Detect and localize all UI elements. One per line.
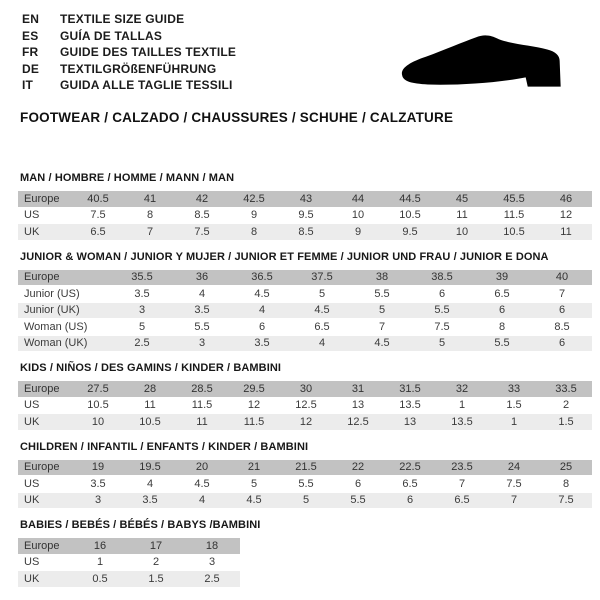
size-value: 31 [332,381,384,397]
size-value: 19 [72,460,124,476]
size-value: 7 [124,224,176,241]
size-value: 4.5 [232,286,292,303]
size-value: 1.5 [488,397,540,414]
size-value: 4.5 [228,492,280,509]
size-value: 5.5 [172,319,232,336]
size-value: 33 [488,381,540,397]
row-label: UK [18,571,72,588]
size-value: 5 [352,302,412,319]
size-value: 31.5 [384,381,436,397]
size-value: 7.5 [540,492,592,509]
size-value: 22.5 [384,460,436,476]
size-value: 9 [228,207,280,224]
size-value: 1.5 [128,571,184,588]
size-value: 36 [172,270,232,286]
table-row [18,286,592,303]
row-label: Woman (UK) [18,335,112,352]
table-row [18,460,592,476]
size-value: 8 [228,224,280,241]
size-value: 1 [436,397,488,414]
size-value: 6.5 [292,319,352,336]
row-label: Europe [18,460,72,476]
size-value: 41 [124,191,176,207]
size-value: 6 [472,302,532,319]
row-label: Europe [18,538,72,554]
table-title: CHILDREN / INFANTIL / ENFANTS / KINDER / BAMBINI [20,440,309,453]
row-label: Europe [18,381,72,397]
size-value: 33.5 [540,381,592,397]
table-row [18,191,592,207]
language-line-fr [22,44,236,61]
table-title: MAN / HOMBRE / HOMME / MANN / MAN [20,172,235,184]
size-value: 2.5 [112,335,172,352]
size-value: 6.5 [72,224,124,241]
size-value: 13 [384,414,436,431]
table-row [18,492,592,509]
size-value: 2 [540,397,592,414]
size-value: 12.5 [332,414,384,431]
row-label: US [18,476,72,493]
size-value: 3 [112,302,172,319]
size-value: 7.5 [176,224,228,241]
row-label: Europe [18,191,72,207]
size-value: 12 [280,414,332,431]
size-value: 3.5 [172,302,232,319]
size-value: 7 [352,319,412,336]
row-label: Europe [18,270,112,286]
size-value: 11.5 [176,397,228,414]
size-value: 10.5 [488,224,540,241]
size-table [18,270,592,353]
size-value: 5 [228,476,280,493]
table-row [18,319,592,336]
size-value: 12 [228,397,280,414]
size-value: 3.5 [72,476,124,493]
language-line-de [22,61,236,78]
language-label: TEXTILGRÖßENFÜHRUNG [60,61,217,76]
size-value: 40 [532,270,592,286]
size-value: 4 [176,492,228,509]
size-value: 8.5 [280,224,332,241]
size-value: 5.5 [352,286,412,303]
size-value: 5 [280,492,332,509]
size-value: 6 [412,286,472,303]
size-value: 7 [436,476,488,493]
size-value: 13.5 [436,414,488,431]
language-code: IT [22,78,34,93]
size-table-section [18,251,592,353]
table-row [18,335,592,352]
language-code: DE [22,61,40,76]
size-value: 11.5 [228,414,280,431]
size-value: 10.5 [72,397,124,414]
size-value: 2.5 [184,571,240,588]
size-value: 5.5 [280,476,332,493]
size-value: 22 [332,460,384,476]
size-value: 10.5 [124,414,176,431]
size-value: 5.5 [472,335,532,352]
size-table-section [18,172,592,241]
language-label: GUIDE DES TAILLES TEXTILE [60,45,237,60]
size-value: 8 [472,319,532,336]
size-value: 8 [540,476,592,493]
size-value: 18 [184,538,240,554]
size-value: 39 [472,270,532,286]
size-value: 36.5 [232,270,292,286]
size-value: 5 [412,335,472,352]
size-tables [18,172,592,598]
size-value: 4.5 [292,302,352,319]
size-value: 3 [172,335,232,352]
table-row [18,270,592,286]
size-value: 21.5 [280,460,332,476]
size-value: 10 [72,414,124,431]
size-value: 45 [436,191,488,207]
size-value: 6.5 [384,476,436,493]
size-value: 8 [124,207,176,224]
size-value: 3.5 [112,286,172,303]
language-label: TEXTILE SIZE GUIDE [60,12,185,27]
size-value: 32 [436,381,488,397]
size-value: 13 [332,397,384,414]
size-value: 6 [232,319,292,336]
size-value: 6.5 [436,492,488,509]
size-value: 42.5 [228,191,280,207]
size-value: 7.5 [412,319,472,336]
table-row [18,538,240,554]
row-label: Junior (US) [18,286,112,303]
row-label: Woman (US) [18,319,112,336]
size-value: 16 [72,538,128,554]
size-value: 11 [124,397,176,414]
table-title: JUNIOR & WOMAN / JUNIOR Y MUJER / JUNIOR ET FEMME / JUNIOR UND FRAU / JUNIOR E DONA [20,250,549,263]
language-line-it [22,77,236,94]
size-value: 4 [292,335,352,352]
size-value: 43 [280,191,332,207]
size-value: 4 [172,286,232,303]
size-value: 2 [128,554,184,571]
size-value: 7.5 [72,207,124,224]
size-value: 5.5 [412,302,472,319]
size-value: 8.5 [176,207,228,224]
size-value: 3.5 [124,492,176,509]
size-value: 11.5 [488,207,540,224]
size-value: 9.5 [280,207,332,224]
size-value: 23.5 [436,460,488,476]
table-row [18,571,240,588]
language-header [22,11,236,94]
size-table-section [18,362,592,431]
size-value: 0.5 [72,571,128,588]
size-table [18,381,592,431]
table-row [18,224,592,241]
size-value: 28.5 [176,381,228,397]
size-table-section [18,441,592,510]
size-value: 1 [488,414,540,431]
language-label: GUÍA DE TALLAS [60,28,163,43]
size-value: 3.5 [232,335,292,352]
size-value: 11 [540,224,592,241]
size-value: 45.5 [488,191,540,207]
size-value: 10 [332,207,384,224]
row-label: UK [18,414,72,431]
dress-shoe-icon [397,33,572,97]
size-value: 4.5 [352,335,412,352]
size-value: 40.5 [72,191,124,207]
table-row [18,397,592,414]
size-value: 11 [436,207,488,224]
size-value: 30 [280,381,332,397]
size-value: 44.5 [384,191,436,207]
size-value: 35.5 [112,270,172,286]
size-value: 6 [532,335,592,352]
size-value: 7 [488,492,540,509]
row-label: UK [18,492,72,509]
size-value: 6 [384,492,436,509]
size-value: 6 [532,302,592,319]
row-label: US [18,554,72,571]
size-value: 6.5 [472,286,532,303]
size-value: 3 [72,492,124,509]
language-label: GUIDA ALLE TAGLIE TESSILI [60,78,233,93]
language-code: FR [22,45,39,60]
size-value: 1.5 [540,414,592,431]
table-row [18,302,592,319]
size-value: 29.5 [228,381,280,397]
size-value: 4 [232,302,292,319]
size-value: 8.5 [532,319,592,336]
size-value: 3 [184,554,240,571]
size-value: 10 [436,224,488,241]
language-code: ES [22,28,39,43]
size-value: 4.5 [176,476,228,493]
size-value: 46 [540,191,592,207]
size-value: 12 [540,207,592,224]
size-value: 27.5 [72,381,124,397]
size-value: 7.5 [488,476,540,493]
size-value: 38 [352,270,412,286]
size-table [18,460,592,510]
size-table [18,191,592,241]
row-label: US [18,397,72,414]
size-value: 42 [176,191,228,207]
size-table [18,538,240,588]
size-value: 6 [332,476,384,493]
size-value: 20 [176,460,228,476]
row-label: US [18,207,72,224]
category-title: FOOTWEAR / CALZADO / CHAUSSURES / SCHUHE / CALZATURE [20,110,454,125]
size-value: 37.5 [292,270,352,286]
size-value: 11 [176,414,228,431]
language-line-en [22,11,236,28]
size-value: 24 [488,460,540,476]
language-line-es [22,28,236,45]
size-value: 12.5 [280,397,332,414]
size-value: 10.5 [384,207,436,224]
table-title: KIDS / NIÑOS / DES GAMINS / KINDER / BAMBINI [20,362,282,374]
size-value: 13.5 [384,397,436,414]
size-value: 5 [112,319,172,336]
table-row [18,381,592,397]
row-label: Junior (UK) [18,302,112,319]
size-value: 4 [124,476,176,493]
size-value: 1 [72,554,128,571]
size-value: 25 [540,460,592,476]
table-row [18,207,592,224]
row-label: UK [18,224,72,241]
size-value: 44 [332,191,384,207]
size-value: 28 [124,381,176,397]
size-value: 38.5 [412,270,472,286]
size-value: 9 [332,224,384,241]
size-value: 19.5 [124,460,176,476]
size-table-section [18,519,592,588]
table-row [18,554,240,571]
size-value: 5.5 [332,492,384,509]
table-row [18,414,592,431]
table-title: BABIES / BEBÉS / BÉBÉS / BABYS /BAMBINI [20,519,261,531]
size-value: 7 [532,286,592,303]
table-row [18,476,592,493]
size-value: 21 [228,460,280,476]
language-code: EN [22,12,40,27]
size-value: 17 [128,538,184,554]
size-value: 9.5 [384,224,436,241]
size-value: 5 [292,286,352,303]
